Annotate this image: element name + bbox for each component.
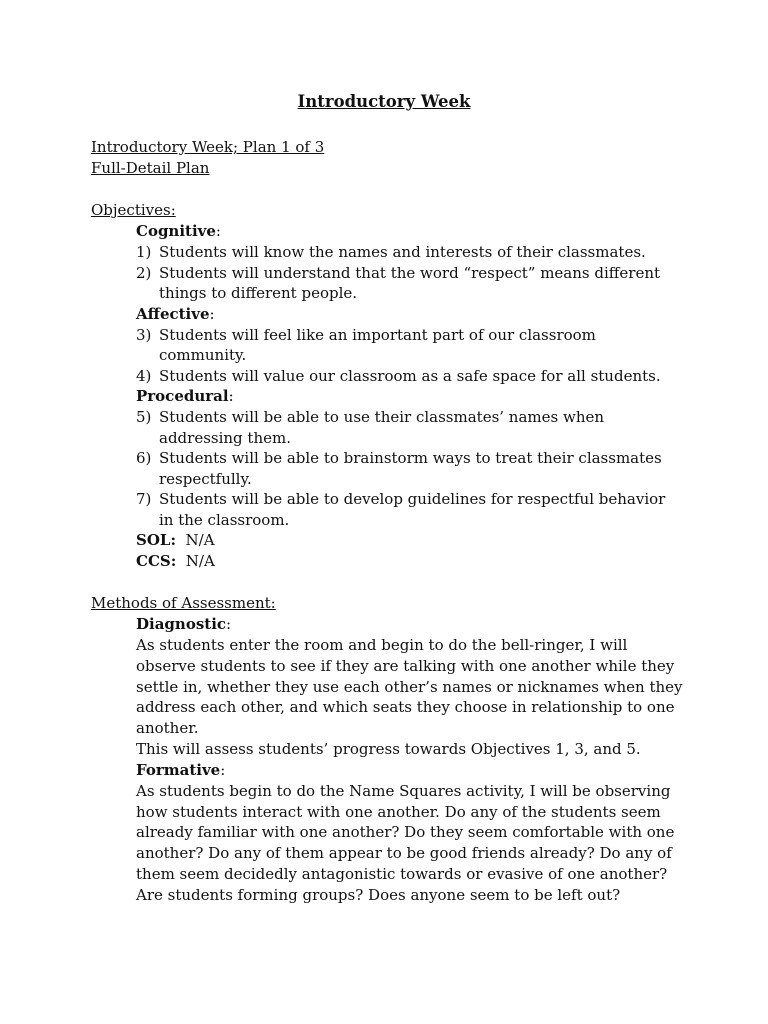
plan-line: Introductory Week; Plan 1 of 3 — [91, 138, 325, 156]
assessment-heading: Methods of Assessment: — [91, 594, 276, 612]
ccs-line: CCS: N/A — [136, 552, 215, 570]
procedural-objectives — [91, 407, 768, 530]
list-item: 5) Students will be able to use their classmates’ names when addressing them. — [136, 408, 605, 447]
procedural-label: Procedural: — [136, 387, 234, 405]
diagnostic-text: As students enter the room and begin to do the bell-ringer, I will observe students to see if they are talking with one another while they settle in, whether they use each other’s names or nicknames when they address each other, and which seats they choose in relationship to one another. — [136, 636, 683, 738]
list-item: 7) Students will be able to develop guidelines for respectful behavior in the classroom. — [136, 490, 666, 529]
sol-line: SOL: N/A — [136, 531, 215, 549]
affective-objectives — [91, 325, 768, 387]
diagnostic-progress: This will assess students’ progress towards Objectives 1, 3, and 5. — [136, 739, 641, 758]
cognitive-label: Cognitive: — [136, 222, 221, 240]
cognitive-objectives — [91, 242, 768, 304]
diagnostic-label: Diagnostic: — [136, 615, 232, 633]
list-item: 1) Students will know the names and interests of their classmates. — [136, 243, 646, 261]
list-item: 2) Students will understand that the word “respect” means different things to different people. — [136, 263, 661, 302]
formative-label: Formative: — [136, 760, 226, 779]
spacer — [91, 572, 768, 593]
spacer — [91, 179, 768, 200]
plan-type: Full-Detail Plan — [91, 159, 210, 177]
list-item: 6) Students will be able to brainstorm ways to treat their classmates respectfully. — [136, 449, 662, 488]
document-title: Introductory Week — [297, 92, 471, 111]
affective-label: Affective: — [136, 304, 215, 323]
formative-text: As students begin to do the Name Squares activity, I will be observing how students interact with one another. Do any of the students seem already familiar with one another? Do they seem comfortable with one another? Do any of them appear to be good friends already? Do any of them seem decidedly antagonistic towards or evasive of one another? Are students forming groups? Does anyone seem to be left out? — [136, 781, 675, 904]
objectives-heading: Objectives: — [91, 201, 176, 219]
list-item: 4) Students will value our classroom as a safe space for all students. — [136, 366, 661, 385]
list-item: 3) Students will feel like an important part of our classroom community. — [136, 325, 596, 364]
